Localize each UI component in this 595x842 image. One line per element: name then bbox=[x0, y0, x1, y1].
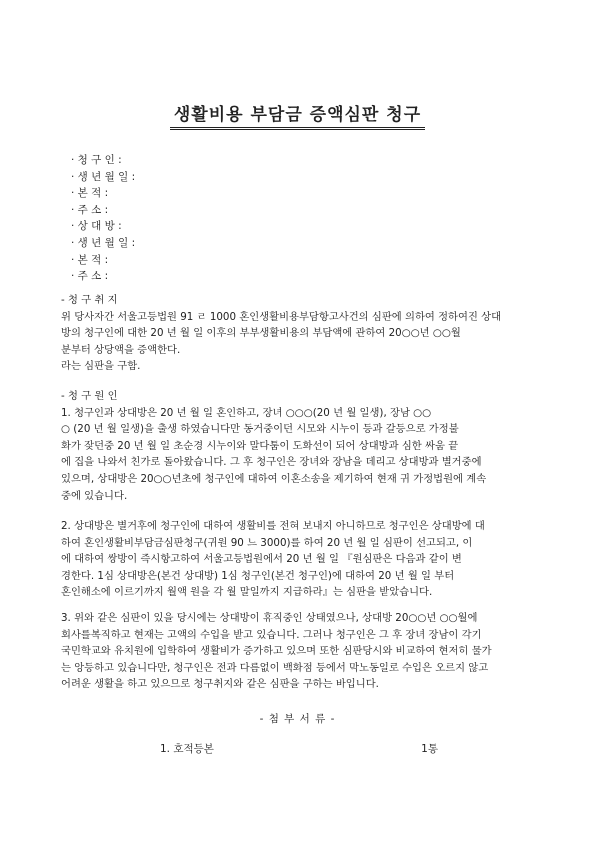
purpose-line: 위 당사자간 서울고등법원 91 ㄹ 1000 혼인생활비용부담항고사건의 심판에 의하여 정하여진 상대 bbox=[61, 310, 502, 323]
party-field: · 본 적 : bbox=[71, 253, 109, 266]
party-info bbox=[71, 152, 135, 285]
cause-paragraph-3 bbox=[61, 610, 539, 693]
cause-heading: - 청 구 원 인 bbox=[61, 390, 118, 402]
party-field: · 상 대 방 : bbox=[71, 220, 122, 233]
cause-line: 어려운 생활을 하고 있으므로 청구취지와 같은 심판을 구하는 바입니다. bbox=[61, 678, 379, 691]
purpose-heading: - 청 구 취 지 bbox=[61, 294, 118, 306]
cause-line: ○ (20 년 월 일생)을 출생 하였습니다만 동거중이던 시모와 시누이 등과 갈등으로 가정불 bbox=[61, 423, 459, 436]
cause-line: 혼인해소에 이르기까지 월액 원을 각 월 말일까지 지급하라』는 심판을 받았습니다. bbox=[61, 586, 433, 599]
cause-line: 중에 있습니다. bbox=[61, 489, 128, 502]
purpose-line: 라는 심판을 구함. bbox=[61, 360, 141, 373]
cause-paragraph-2 bbox=[61, 518, 539, 601]
attachments-heading: - 첨 부 서 류 - bbox=[259, 713, 336, 725]
purpose-line: 분부터 상당액을 증액한다. bbox=[61, 343, 181, 356]
party-field: · 청 구 인 : bbox=[71, 154, 122, 166]
title-block bbox=[0, 100, 595, 130]
cause-line: 3. 위와 같은 심판이 있을 당시에는 상대방이 휴직중인 상태였으나, 상대방 20○○년 ○○월에 bbox=[61, 612, 478, 624]
cause-line: 하여 혼인생활비부담금심판청구(귀원 90 느 3000)를 하여 20 년 월 일 심판이 선고되고, 이 bbox=[61, 536, 473, 549]
document-title: 생활비용 부담금 증액심판 청구 bbox=[170, 100, 425, 130]
purpose-section bbox=[61, 292, 539, 375]
cause-line: 국민학교와 유치원에 입학하여 생활비가 증가하고 있으며 또한 심판당시와 비교하여 현저히 물가 bbox=[61, 645, 492, 658]
party-field: · 본 적 : bbox=[71, 187, 109, 200]
purpose-line: 방의 청구인에 대한 20 년 월 일 이후의 부부생활비용의 부담액에 관하여 20○○년 ○○월 bbox=[61, 327, 461, 340]
cause-line: 는 앙등하고 있습니다만, 청구인은 전과 다름없이 백화점 등에서 막노동일로 수입은 오르지 않고 bbox=[61, 661, 489, 674]
cause-line: 에 대하여 쌍방이 즉시항고하여 서울고등법원에서 20 년 월 일 『원심판은 다음과 같이 변 bbox=[61, 553, 462, 566]
party-field: · 주 소 : bbox=[71, 270, 109, 283]
cause-line: 경한다. 1심 상대방은(본건 상대방) 1심 청구인(본건 청구인)에 대하여 20 년 월 일 부터 bbox=[61, 569, 455, 582]
cause-line: 2. 상대방은 별거후에 청구인에 대하여 생활비를 전혀 보내지 아니하므로 청구인은 상대방에 대 bbox=[61, 520, 485, 532]
party-field: · 생 년 월 일 : bbox=[71, 236, 136, 249]
party-field: · 생 년 월 일 : bbox=[71, 170, 136, 183]
party-field: · 주 소 : bbox=[71, 203, 109, 216]
cause-line: 에 집을 나와서 친가로 돌아왔습니다. 그 후 청구인은 장녀와 장남을 데리고 상대방과 별거중에 bbox=[61, 456, 482, 469]
cause-line: 있으며, 상대방은 20○○년초에 청구인에 대하여 이혼소송을 제기하여 현재 귀 가정법원에 계속 bbox=[61, 472, 487, 485]
attachment-quantity: 1통 bbox=[421, 743, 438, 755]
cause-section bbox=[61, 388, 539, 504]
attachment-name: 1. 호적등본 bbox=[160, 743, 214, 755]
cause-line: 회사를복직하고 현재는 고액의 수입을 받고 있습니다. 그러나 청구인은 그 후 장녀 장남이 각기 bbox=[61, 628, 482, 641]
cause-line: 1. 청구인과 상대방은 20 년 월 일 혼인하고, 장녀 ○○○(20 년 월 일생), 장남 ○○ bbox=[61, 406, 432, 419]
cause-line: 화가 잦던중 20 년 월 일 초순경 시누이와 말다툼이 도화선이 되어 상대방과 심한 싸움 끝 bbox=[61, 439, 459, 452]
